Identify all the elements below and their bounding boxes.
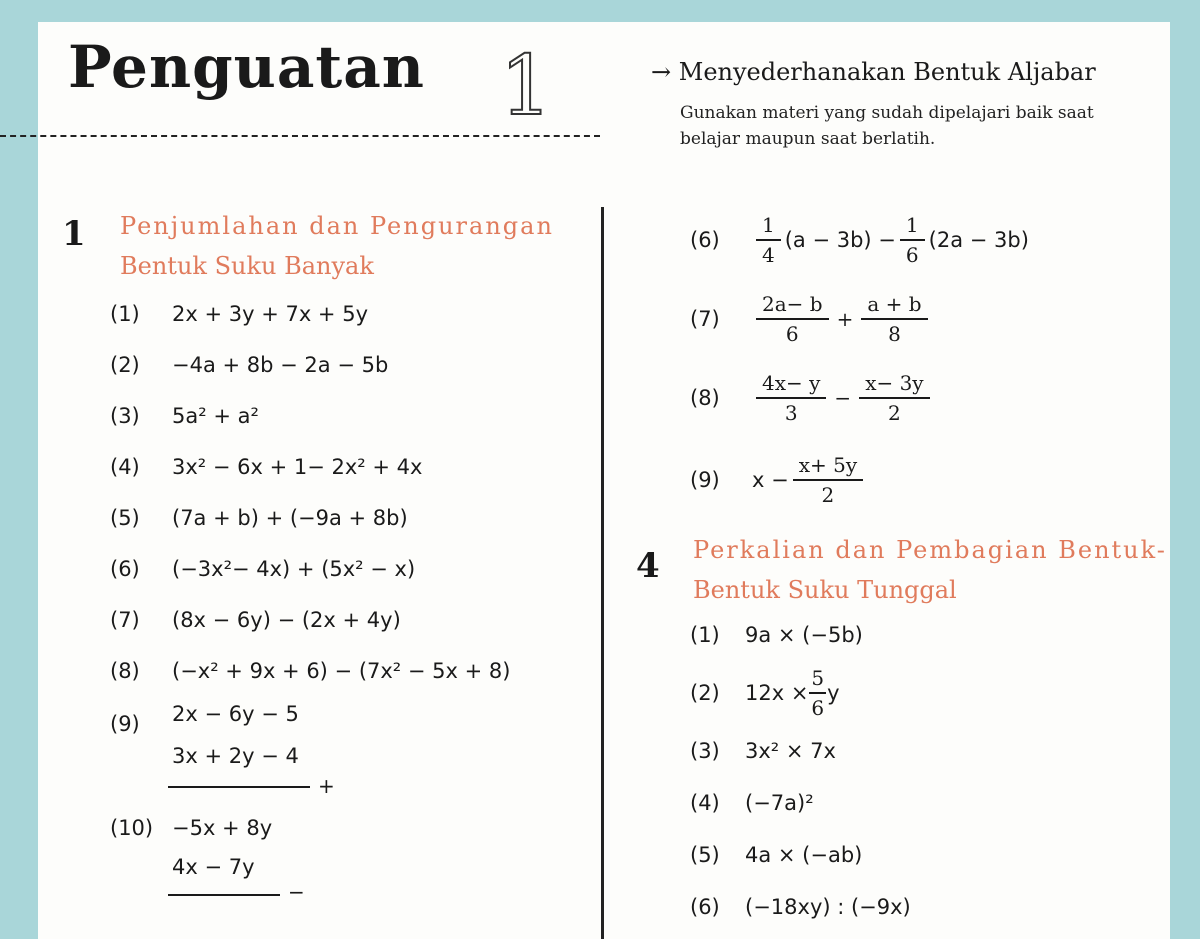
denominator: 4	[762, 243, 775, 267]
item-label: (9)	[690, 468, 720, 492]
section-title: Bentuk Suku Banyak	[120, 252, 374, 280]
item-expression: x −	[752, 468, 789, 492]
numerator: 1	[756, 211, 781, 241]
stack-line: 4x − 7y	[172, 855, 255, 879]
list-item	[110, 552, 415, 586]
list-item	[110, 654, 510, 688]
item-label: (3)	[110, 404, 140, 428]
item-label: (2)	[690, 681, 720, 705]
item-expression: 9a × (−5b)	[745, 623, 863, 647]
denominator: 3	[784, 401, 798, 425]
item-label: (3)	[690, 739, 720, 763]
denominator: 8	[888, 322, 901, 346]
dashed-divider	[0, 135, 600, 137]
operator: +	[836, 307, 854, 331]
section-title: Bentuk Suku Tunggal	[693, 576, 957, 604]
item-label: (8)	[690, 386, 720, 410]
list-item	[690, 372, 934, 424]
list-item	[690, 454, 867, 506]
denominator: 6	[811, 696, 825, 720]
list-item	[690, 663, 840, 723]
stack-line: 3x + 2y − 4	[172, 744, 299, 768]
item-expression: (7a + b) + (−9a + 8b)	[172, 506, 408, 530]
operator: −	[834, 386, 852, 410]
item-label: (6)	[110, 557, 140, 581]
denominator: 2	[888, 401, 901, 425]
item-label: (7)	[690, 307, 720, 331]
fraction	[756, 211, 781, 269]
item-expression: (2a − 3b)	[928, 228, 1029, 252]
section-number: 4	[636, 546, 660, 586]
stack-line: −5x + 8y	[172, 816, 273, 840]
denominator: 6	[905, 243, 919, 267]
item-expression: (a − 3b) −	[784, 228, 896, 252]
instructions: Gunakan materi yang sudah dipelajari baik saat belajar maupun saat berlatih.	[680, 103, 1094, 149]
numerator: x− 3y	[859, 369, 929, 399]
item-label: (7)	[110, 608, 140, 632]
list-item	[690, 890, 911, 924]
topic-heading: → Menyederhanakan Bentuk Aljabar	[651, 58, 1096, 86]
column-divider	[601, 207, 604, 939]
plus-sign: +	[318, 774, 335, 798]
stack-line: 2x − 6y − 5	[172, 702, 299, 726]
item-label: (5)	[690, 843, 720, 867]
fraction	[756, 290, 829, 348]
numerator: 5	[809, 664, 826, 694]
list-item	[110, 450, 422, 484]
section-title: Perkalian dan Pembagian Bentuk-	[693, 536, 1167, 564]
list-item	[110, 603, 401, 637]
numerator: 1	[900, 211, 925, 241]
list-item	[690, 786, 814, 820]
item-expression: 2x + 3y + 7x + 5y	[172, 302, 368, 326]
page-title: Penguatan	[68, 33, 425, 101]
difference-line	[168, 894, 280, 896]
item-label: (6)	[690, 228, 720, 252]
item-label: (2)	[110, 353, 140, 377]
denominator: 6	[785, 322, 799, 346]
minus-sign: −	[288, 880, 305, 904]
item-expression: 3x² − 6x + 1− 2x² + 4x	[172, 455, 423, 479]
list-item	[110, 501, 408, 535]
item-label: (9)	[110, 712, 140, 736]
exercise-number: 1	[500, 39, 553, 134]
list-item	[690, 293, 932, 345]
fraction	[859, 369, 929, 427]
item-expression: (−x² + 9x + 6) − (7x² − 5x + 8)	[172, 659, 511, 683]
section-title: Penjumlahan dan Pengurangan	[120, 212, 554, 240]
list-item	[110, 297, 368, 331]
item-expression: 5a² + a²	[172, 404, 259, 428]
fraction	[756, 369, 826, 427]
sum-line	[168, 786, 310, 788]
item-label: (6)	[690, 895, 720, 919]
list-item	[110, 348, 388, 382]
list-item	[690, 618, 863, 652]
list-item	[690, 214, 1029, 266]
numerator: a + b	[861, 290, 927, 320]
item-expression: (−7a)²	[745, 791, 814, 815]
numerator: x+ 5y	[793, 451, 863, 481]
list-item	[690, 838, 862, 872]
section-number: 1	[62, 214, 86, 254]
item-label: (1)	[110, 302, 140, 326]
item-expression: 4a × (−ab)	[745, 843, 863, 867]
denominator: 2	[821, 483, 835, 507]
item-label: (4)	[690, 791, 720, 815]
item-expression: 3x² × 7x	[745, 739, 836, 763]
item-label: (5)	[110, 506, 140, 530]
fraction	[793, 451, 863, 509]
item-expression: 12x ×	[745, 681, 809, 705]
numerator: 4x− y	[756, 369, 826, 399]
list-item	[110, 399, 259, 433]
item-label: (1)	[690, 623, 720, 647]
item-expression: y	[827, 681, 840, 705]
fraction	[861, 290, 927, 348]
item-expression: (−3x²− 4x) + (5x² − x)	[172, 557, 416, 581]
item-expression: −4a + 8b − 2a − 5b	[172, 353, 389, 377]
fraction	[900, 211, 925, 269]
item-expression: (−18xy) : (−9x)	[745, 895, 911, 919]
item-label: (4)	[110, 455, 140, 479]
fraction	[809, 664, 826, 722]
numerator: 2a− b	[756, 290, 829, 320]
list-item	[690, 734, 836, 768]
item-label: (8)	[110, 659, 140, 683]
item-expression: (8x − 6y) − (2x + 4y)	[172, 608, 401, 632]
item-label: (10)	[110, 816, 154, 840]
